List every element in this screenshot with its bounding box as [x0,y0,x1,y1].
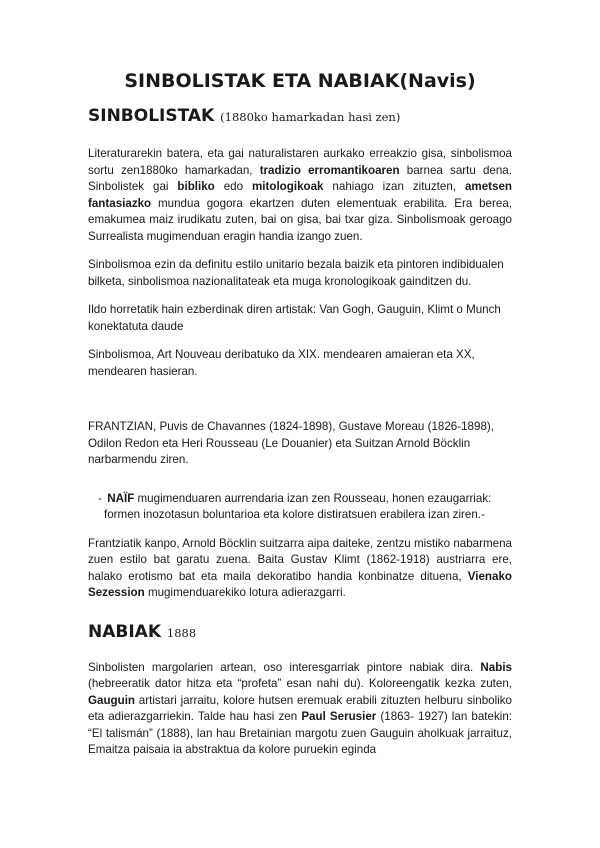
text-run: Literaturarekin batera, eta gai naturalistaren aurkako erreakzio gisa, sinbolismoa sortu zen1880ko hamarkadan, [88,147,512,177]
text-run: Sinbolisten margolarien artean, oso interesgarriak pintore nabiak dira. [88,660,481,674]
document-title: SINBOLISTAK ETA NABIAK(Navis) [124,70,476,92]
bold-term: Vienako Sezession [88,569,512,599]
bold-term: bibliko [177,180,215,193]
paragraph-nabiak [88,660,512,759]
section-heading-text: SINBOLISTAK [88,106,215,126]
bullet-dash: - [98,491,102,505]
text-run: barnea sartu dena. Sinbolistek gai [88,163,512,193]
text-run: mugimenduarekiko lotura adierazgarri. [144,586,346,599]
paragraph-outside-france [88,536,512,602]
bold-term: ametsen fantasiazko [88,180,512,210]
paragraph-art-nouveau: Sinbolismoa, Art Nouveau deribatuko da XIX. mendearen amaieran eta XX, mendearen hasieran. [88,348,475,378]
bullet-naif [88,491,512,524]
section-subheading: (1880ko hamarkadan hasi zen) [220,110,401,124]
bold-term: NAÏF [107,491,135,505]
text-run: mugimenduaren aurrendaria izan zen Rousseau, honen ezaugarriak: [134,491,492,505]
bold-term: Paul Serusier [301,710,377,723]
paragraph-frantzian: FRANTZIAN, Puvis de Chavannes (1824-1898), Gustave Moreau (1826-1898), Odilon Redon eta Heri Rousseau (Le Douanier) eta Suitzan Arnold Böcklin narbarmendu ziren. [88,420,494,466]
section-heading-text: NABIAK [88,621,161,642]
text-run: artistari jarraitu, kolore hutsen eremuak erabili zituzten helburu sinboliko eta adierazgarriekin. Talde hau hasi zen [88,693,512,723]
paragraph-artists: Ildo horretatik hain ezberdinak diren artistak: Van Gogh, Gauguin, Klimt o Munch konektatuta daude [88,303,501,333]
paragraph-definition: Sinbolismoa ezin da definitu estilo unitario bezala baizik eta pintoren indibidualen bilketa, sinbolismoa nazionalitateak eta muga kronologikoak gainditzen du. [88,258,504,288]
section-heading-nabiak [88,622,512,642]
text-run: Frantziatik kanpo, Arnold Böcklin suitzarra aipa daiteke, zentzu mistiko nabarmena zuen estilo bat garatu zuena. Baita Gustav Klimt (1862-1918) austriarra ere, halako erotismo bat eta maila dekoratibo handia konbinatze dituena, [88,536,512,583]
section-subheading: 1888 [166,625,197,640]
text-run: mundua gogora ekartzen duten elementuak erabilita. Era berea, emakumea maiz irudikatu zuten, bai on gisa, bai txar giza. Sinbolismoak geroago Surrealista mugimenduan eragin handia izango zuen. [88,196,512,243]
section-heading-sinbolistak [88,106,512,126]
paragraph-intro [88,146,512,245]
text-run: edo [214,180,252,193]
bold-term: Nabis [480,660,512,674]
text-run: (1863- 1927) lan batekin: “El talismán” (1888), lan hau Bretainian margotu zuen Gauguin aholkuak jarraituz, Emaitza paisaia ia abstraktua da kolore puruekin eginda [88,710,512,756]
text-run: (hebreeratik dator hitza eta “profeta” esan nahi du). Koloreengatik kezka zuten, [88,677,512,690]
text-run: nahiago izan zituzten, [323,180,465,193]
text-run: formen inozotasun boluntarioa eta kolore distiratsuen erabilera izan ziren.- [104,508,485,521]
bold-term: tradizio erromantikoaren [259,163,400,177]
bold-term: Gauguin [88,693,136,707]
spacer [88,392,512,419]
bold-term: mitologikoak [251,180,324,193]
